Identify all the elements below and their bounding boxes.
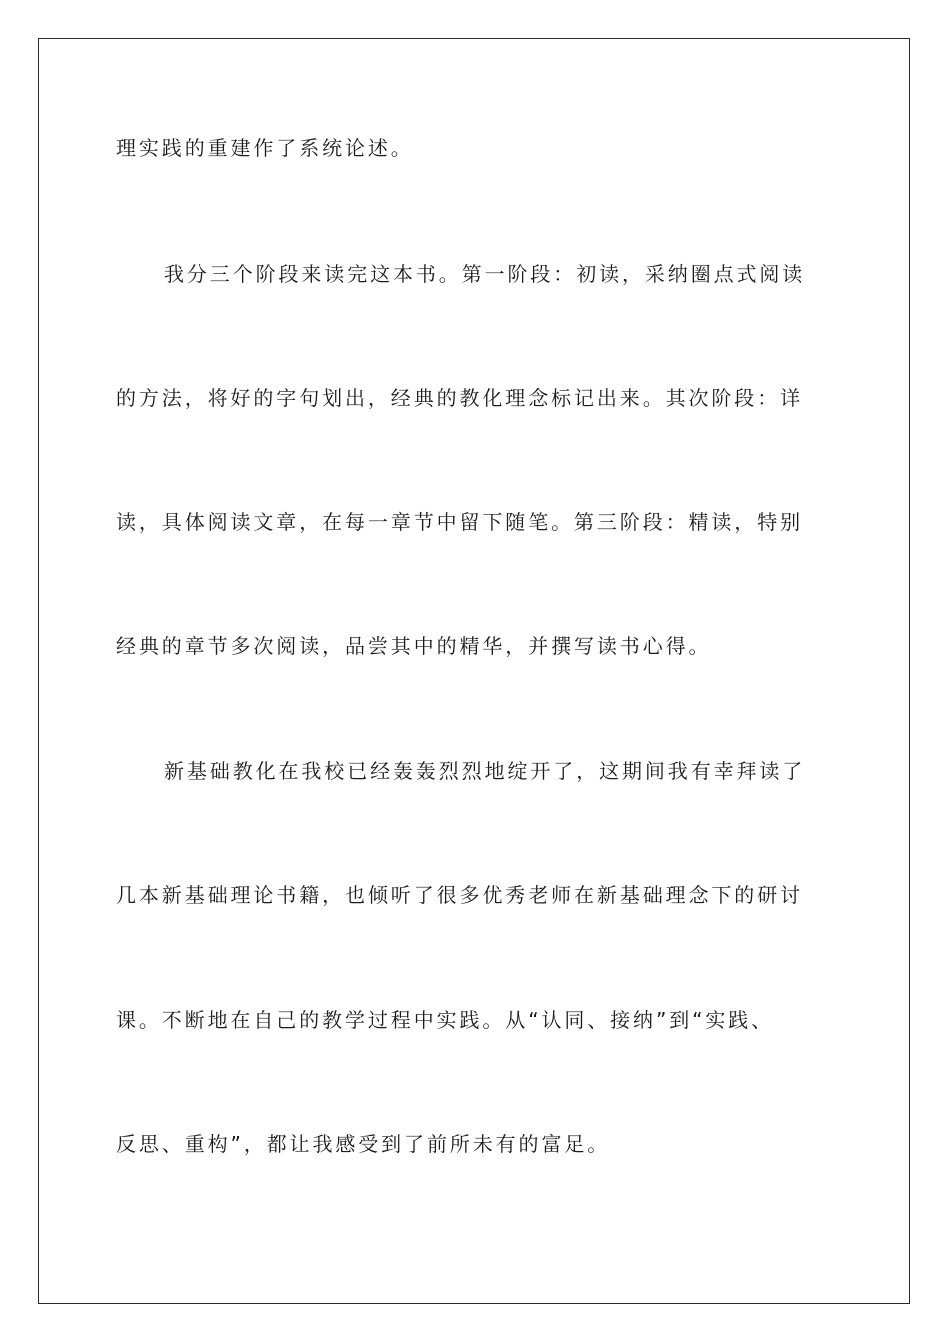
paragraph-line-1: 理实践的重建作了系统论述。: [116, 136, 414, 160]
page-frame: [38, 38, 910, 1304]
paragraph-line-2: 我分三个阶段来读完这本书。第一阶段：初读，采纳圈点式阅读: [164, 262, 806, 286]
paragraph-line-6: 新基础教化在我校已经轰轰烈烈地绽开了，这期间我有幸拜读了: [164, 759, 806, 783]
paragraph-line-8: 课。不断地在自己的教学过程中实践。从“认同、接纳”到“实践、: [116, 1008, 775, 1032]
paragraph-line-4: 读，具体阅读文章，在每一章节中留下随笔。第三阶段：精读，特别: [116, 510, 803, 534]
paragraph-line-3: 的方法，将好的字句划出，经典的教化理念标记出来。其次阶段：详: [116, 386, 803, 410]
paragraph-line-5: 经典的章节多次阅读，品尝其中的精华，并撰写读书心得。: [116, 634, 712, 658]
paragraph-line-7: 几本新基础理论书籍，也倾听了很多优秀老师在新基础理念下的研讨: [116, 883, 803, 907]
paragraph-line-9: 反思、重构”，都让我感受到了前所未有的富足。: [116, 1132, 611, 1156]
